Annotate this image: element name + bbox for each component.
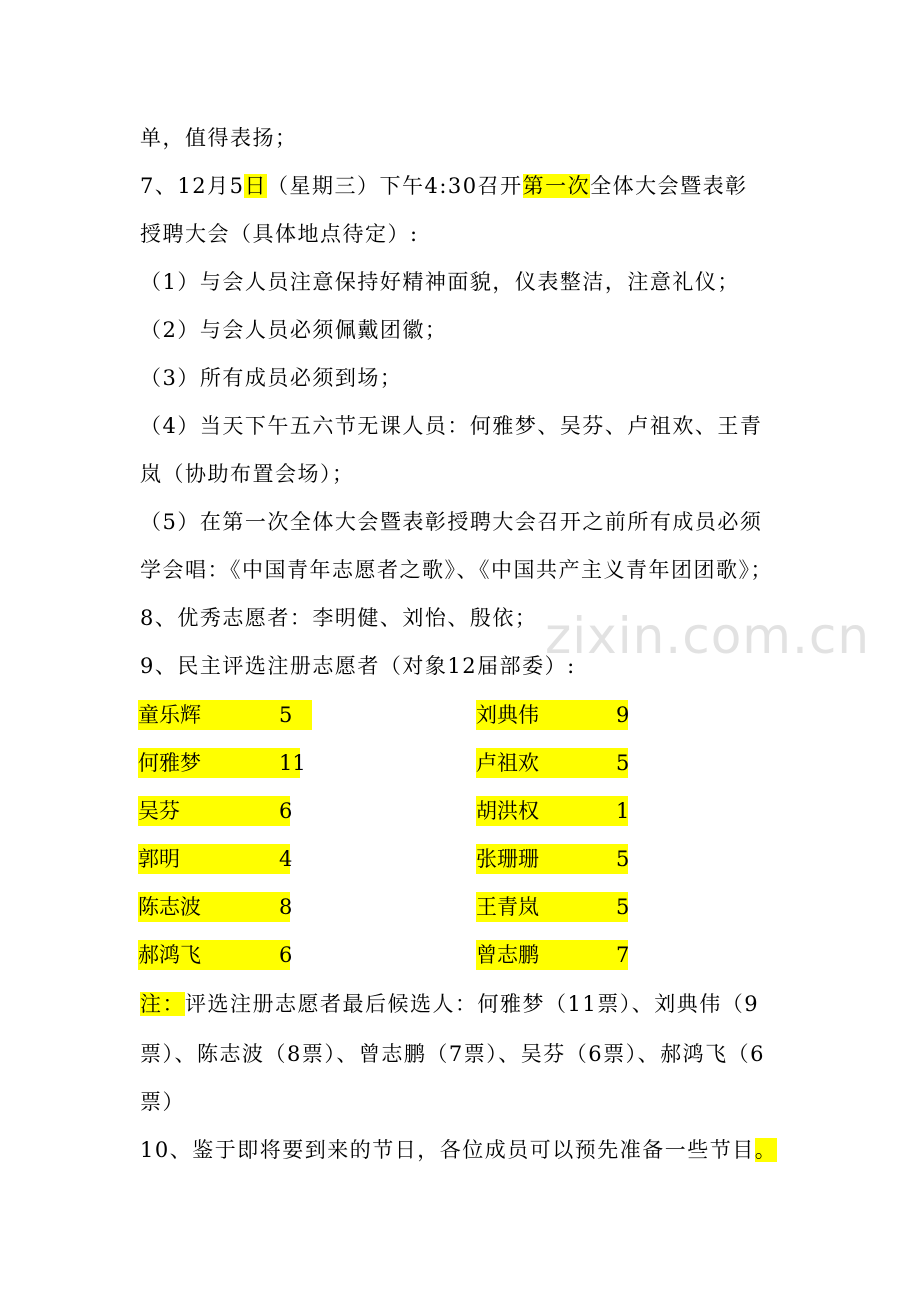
item-7-line [140, 172, 748, 200]
text-line: （5）在第一次全体大会暨表彰授聘大会召开之前所有成员必须 [140, 510, 763, 534]
text-line: 8、优秀志愿者：李明健、刘怡、殷依； [140, 606, 538, 630]
note-label: 注： [140, 992, 185, 1016]
vote-count: 5 [616, 847, 630, 871]
text-line: 岚（协助布置会场）； [140, 462, 355, 486]
vote-count: 4 [279, 847, 293, 871]
candidate-name: 曾志鹏 [476, 943, 539, 967]
candidate-name: 卢祖欢 [476, 751, 539, 775]
note-line [140, 990, 759, 1018]
text-line: （1）与会人员注意保持好精神面貌，仪表整洁，注意礼仪； [140, 270, 740, 294]
text-run: （星期三）下午4:30召开 [266, 174, 523, 198]
vote-count: 7 [616, 943, 630, 967]
candidate-name: 郭明 [138, 847, 180, 871]
vote-count: 5 [616, 895, 630, 919]
vote-row [476, 700, 628, 730]
watermark: zixin.com.cn [545, 607, 871, 665]
vote-count: 1 [616, 799, 630, 823]
candidate-name: 何雅梦 [138, 751, 201, 775]
candidate-name: 王青岚 [476, 895, 539, 919]
vote-count: 5 [616, 751, 630, 775]
highlighted-text: 日 [244, 174, 267, 198]
vote-row [138, 796, 293, 826]
candidate-name: 郝鸿飞 [138, 943, 201, 967]
vote-row [138, 844, 293, 874]
text-line: 学会唱：《中国青年志愿者之歌》、《中国共产主义青年团团歌》； [140, 558, 773, 582]
candidate-name: 胡洪权 [476, 799, 539, 823]
candidate-name: 吴芬 [138, 799, 180, 823]
vote-count: 9 [616, 703, 630, 727]
candidate-name: 童乐辉 [138, 703, 201, 727]
item-10-line [140, 1136, 777, 1164]
text-line: （2）与会人员必须佩戴团徽； [140, 318, 448, 342]
vote-row [476, 748, 628, 778]
text-line: 票）、陈志波（8票）、曾志鹏（7票）、吴芬（6票）、郝鸿飞（6 [140, 1042, 765, 1066]
vote-count: 8 [279, 895, 293, 919]
vote-row [138, 940, 293, 970]
text-run: 全体大会暨表彰 [590, 174, 748, 198]
vote-row [476, 892, 628, 922]
text-run: 评选注册志愿者最后候选人：何雅梦（11票）、刘典伟（9 [185, 992, 760, 1016]
text-line: 9、民主评选注册志愿者（对象12届部委）: [140, 654, 576, 678]
vote-row [138, 748, 306, 778]
vote-row [138, 700, 312, 730]
candidate-name: 陈志波 [138, 895, 201, 919]
vote-row [476, 940, 628, 970]
text-run: 10、鉴于即将要到来的节日，各位成员可以预先准备一些节目 [140, 1138, 755, 1162]
candidate-name: 张珊珊 [476, 847, 539, 871]
vote-count: 6 [279, 943, 293, 967]
text-line: 票） [140, 1090, 185, 1114]
vote-count: 5 [279, 703, 293, 727]
vote-count: 6 [279, 799, 293, 823]
vote-count: 11 [279, 751, 306, 775]
highlighted-text: 第一次 [522, 174, 591, 198]
text-line: 授聘大会（具体地点待定）: [140, 222, 419, 246]
text-line: （4）当天下午五六节无课人员：何雅梦、吴芬、卢祖欢、王青 [140, 414, 763, 438]
text-run: 7、12月5 [140, 174, 245, 198]
text-line: 单，值得表扬； [140, 126, 298, 150]
vote-row [138, 892, 293, 922]
candidate-name: 刘典伟 [476, 703, 539, 727]
text-line: （3）所有成员必须到场； [140, 366, 403, 390]
vote-row [476, 796, 628, 826]
highlighted-text: 。 [754, 1138, 778, 1162]
vote-row [476, 844, 628, 874]
